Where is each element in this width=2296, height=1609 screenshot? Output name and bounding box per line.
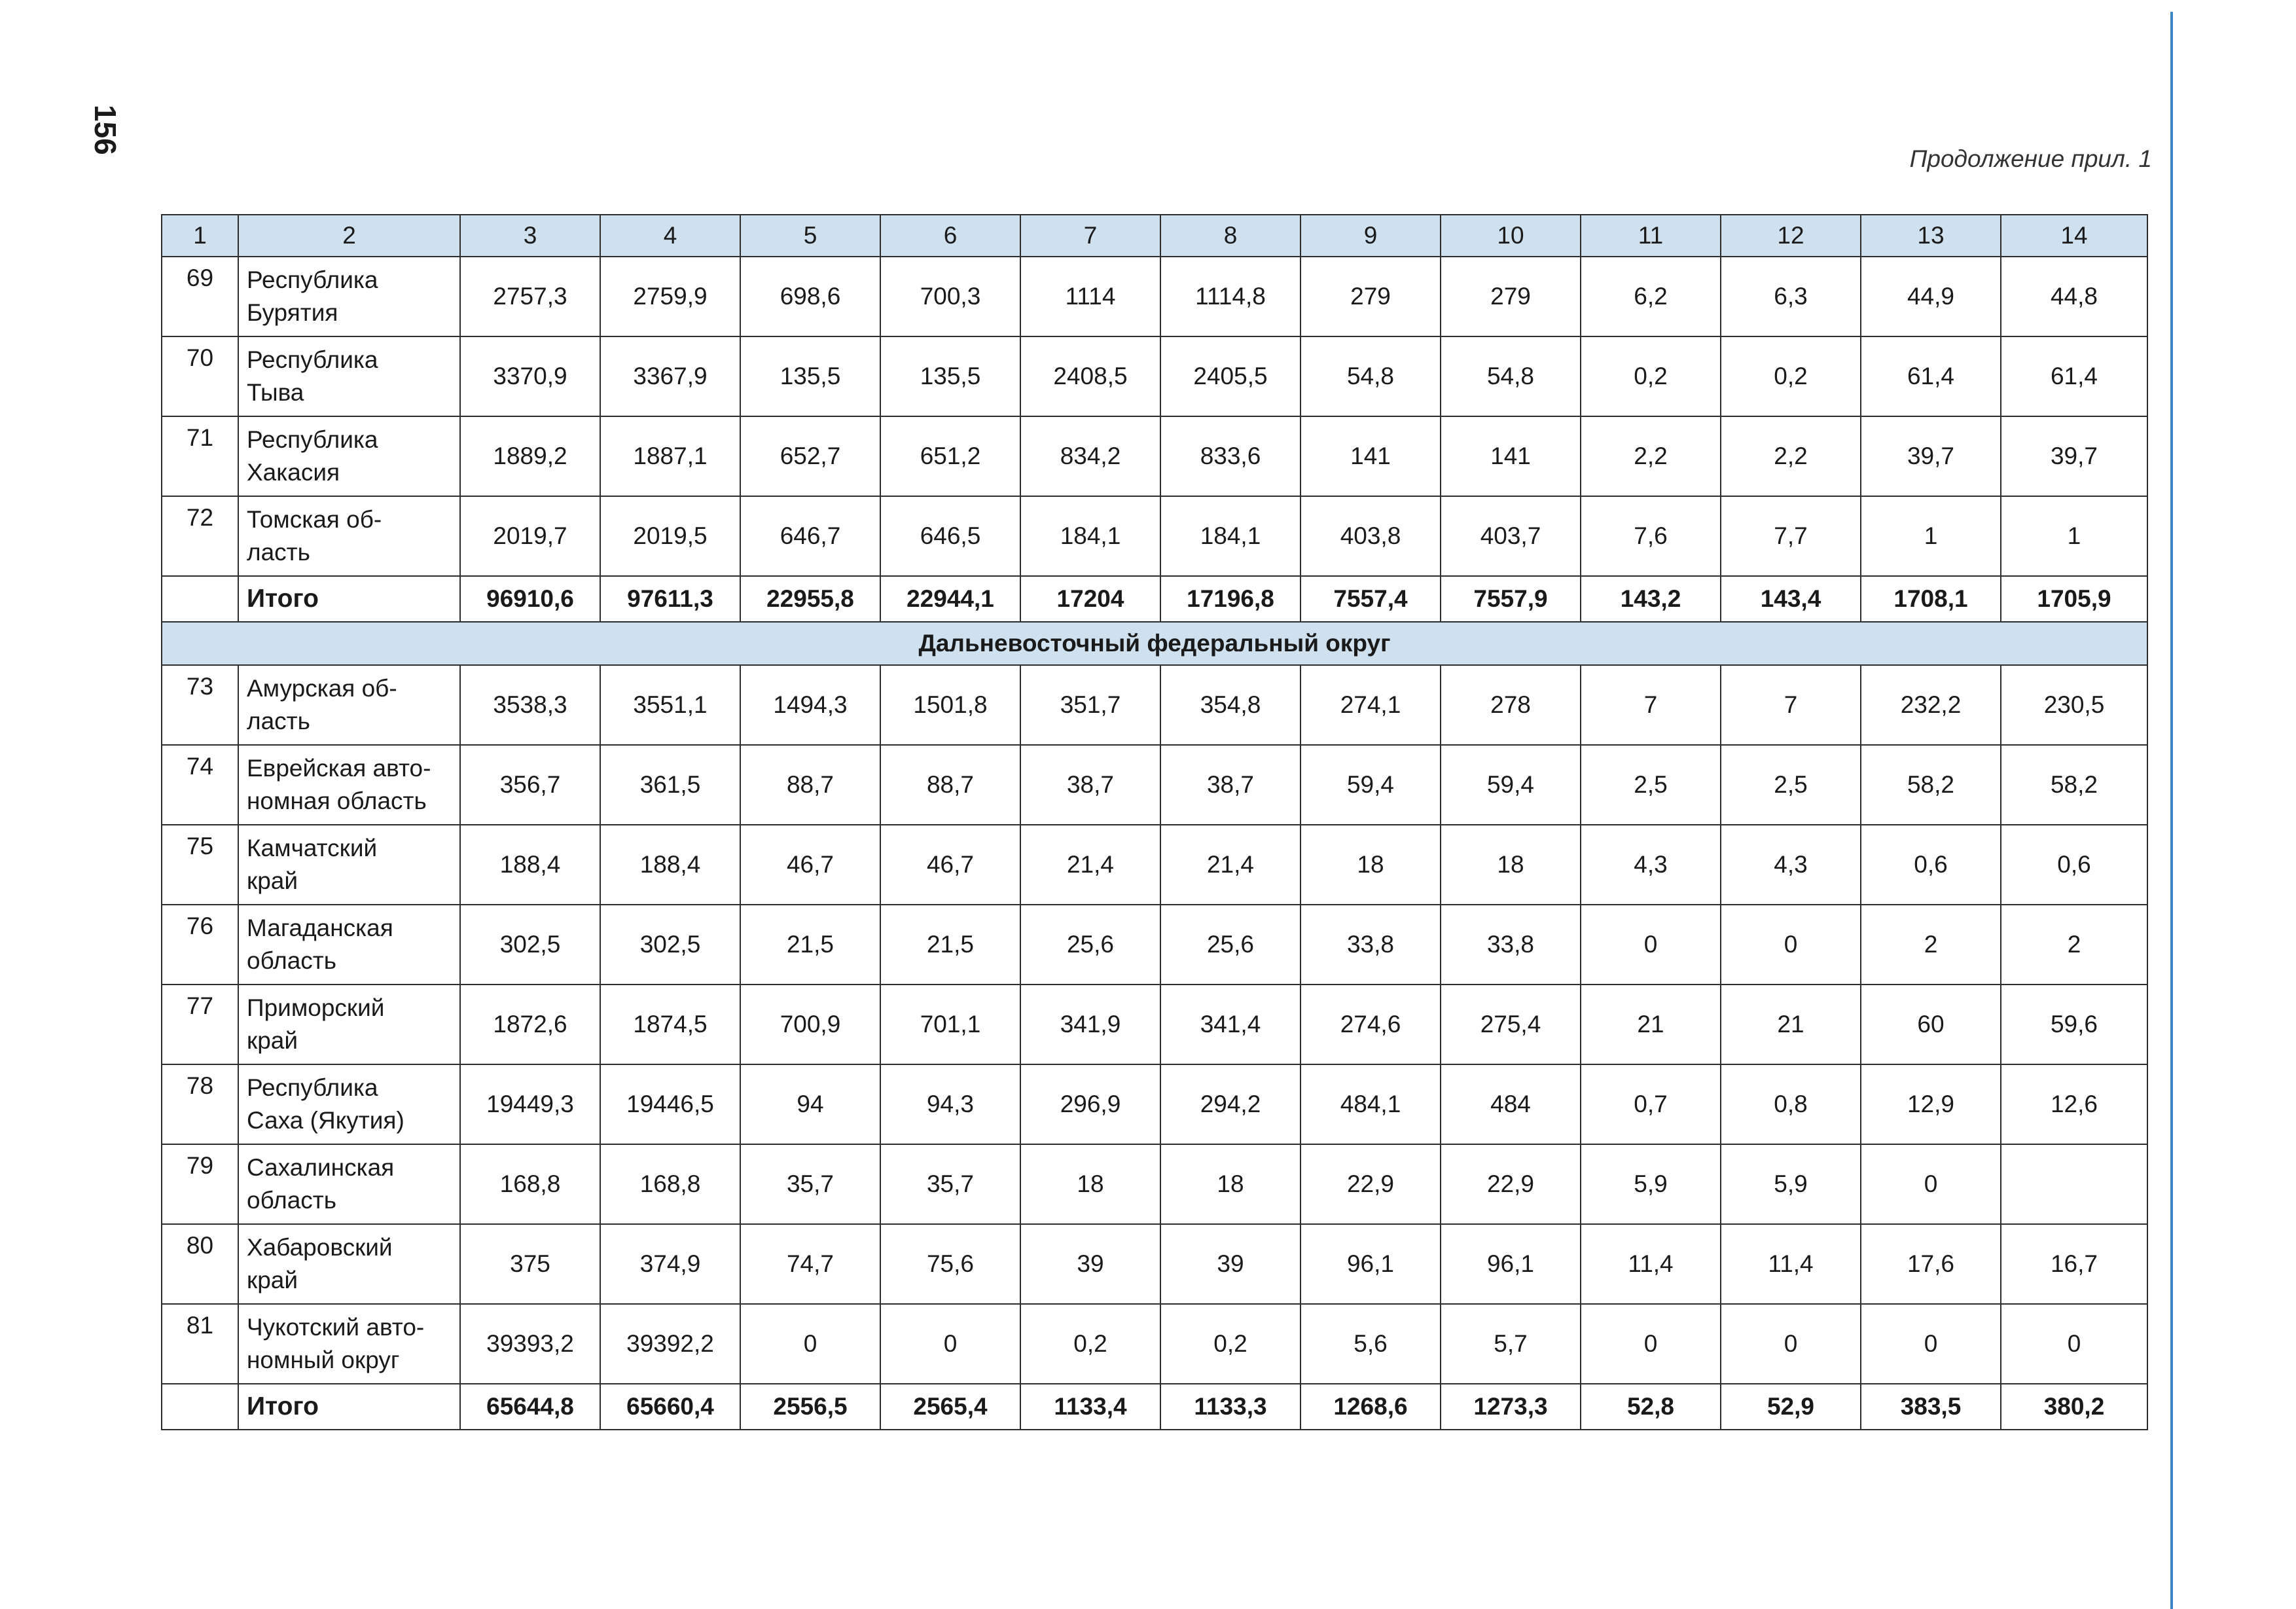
value-cell: 7,7	[1721, 496, 1861, 576]
value-cell: 0	[1861, 1304, 2001, 1384]
value-cell: 19446,5	[600, 1064, 740, 1144]
value-cell: 0	[740, 1304, 880, 1384]
table-row	[162, 416, 2147, 496]
value-cell: 96,1	[1441, 1224, 1581, 1304]
value-cell: 184,1	[1160, 496, 1300, 576]
value-cell: 18	[1441, 825, 1581, 905]
row-index: 77	[162, 985, 238, 1064]
value-cell: 0,2	[1721, 336, 1861, 416]
total-value-cell: 143,2	[1581, 576, 1721, 622]
row-index: 73	[162, 665, 238, 745]
section-row	[162, 622, 2147, 665]
value-cell: 230,5	[2001, 665, 2147, 745]
value-cell: 278	[1441, 665, 1581, 745]
table-row	[162, 336, 2147, 416]
value-cell: 0,6	[1861, 825, 2001, 905]
region-name-line-1: Чукотский авто-	[247, 1314, 425, 1341]
value-cell: 44,9	[1861, 257, 2001, 336]
value-cell: 39	[1020, 1224, 1160, 1304]
column-header-2: 2	[238, 215, 460, 257]
value-cell: 141	[1441, 416, 1581, 496]
total-label: Итого	[238, 1384, 460, 1430]
region-name-line-1: Еврейская авто-	[247, 755, 431, 782]
column-header-1: 1	[162, 215, 238, 257]
value-cell: 39392,2	[600, 1304, 740, 1384]
value-cell: 33,8	[1300, 905, 1441, 985]
value-cell: 2019,7	[460, 496, 600, 576]
value-cell: 184,1	[1020, 496, 1160, 576]
region-name-line-2: Тыва	[247, 379, 304, 406]
value-cell: 1887,1	[600, 416, 740, 496]
value-cell: 46,7	[740, 825, 880, 905]
value-cell: 356,7	[460, 745, 600, 825]
value-cell: 61,4	[2001, 336, 2147, 416]
value-cell: 279	[1300, 257, 1441, 336]
region-name	[238, 1224, 460, 1304]
row-index: 76	[162, 905, 238, 985]
total-value-cell: 2556,5	[740, 1384, 880, 1430]
value-cell: 652,7	[740, 416, 880, 496]
total-row	[162, 576, 2147, 622]
value-cell: 1874,5	[600, 985, 740, 1064]
table-row	[162, 1144, 2147, 1224]
value-cell: 59,4	[1300, 745, 1441, 825]
value-cell: 188,4	[460, 825, 600, 905]
column-header-4: 4	[600, 215, 740, 257]
column-header-6: 6	[880, 215, 1020, 257]
value-cell: 21,5	[740, 905, 880, 985]
value-cell: 7,6	[1581, 496, 1721, 576]
value-cell: 21	[1721, 985, 1861, 1064]
region-name-line-2: край	[247, 867, 298, 894]
total-value-cell: 1133,3	[1160, 1384, 1300, 1430]
table-body	[162, 257, 2147, 1430]
region-name	[238, 1064, 460, 1144]
value-cell: 5,6	[1300, 1304, 1441, 1384]
column-header-8: 8	[1160, 215, 1300, 257]
table-row	[162, 665, 2147, 745]
row-index: 80	[162, 1224, 238, 1304]
value-cell: 96,1	[1300, 1224, 1441, 1304]
value-cell: 2019,5	[600, 496, 740, 576]
table-row	[162, 745, 2147, 825]
value-cell: 25,6	[1020, 905, 1160, 985]
total-value-cell: 97611,3	[600, 576, 740, 622]
total-value-cell: 380,2	[2001, 1384, 2147, 1430]
value-cell: 2,2	[1581, 416, 1721, 496]
total-value-cell: 2565,4	[880, 1384, 1020, 1430]
value-cell: 4,3	[1721, 825, 1861, 905]
value-cell: 39393,2	[460, 1304, 600, 1384]
value-cell: 21	[1581, 985, 1721, 1064]
value-cell: 188,4	[600, 825, 740, 905]
value-cell: 168,8	[600, 1144, 740, 1224]
region-name-line-1: Сахалинская	[247, 1154, 395, 1181]
value-cell: 2,2	[1721, 416, 1861, 496]
region-name	[238, 496, 460, 576]
value-cell: 94	[740, 1064, 880, 1144]
value-cell: 38,7	[1160, 745, 1300, 825]
value-cell: 341,9	[1020, 985, 1160, 1064]
total-value-cell: 17196,8	[1160, 576, 1300, 622]
value-cell: 646,7	[740, 496, 880, 576]
value-cell: 1	[2001, 496, 2147, 576]
value-cell: 4,3	[1581, 825, 1721, 905]
region-name-line-2: Саха (Якутия)	[247, 1107, 404, 1134]
row-index: 71	[162, 416, 238, 496]
row-index: 78	[162, 1064, 238, 1144]
value-cell	[2001, 1144, 2147, 1224]
region-name	[238, 336, 460, 416]
value-cell: 651,2	[880, 416, 1020, 496]
value-cell: 0	[880, 1304, 1020, 1384]
value-cell: 374,9	[600, 1224, 740, 1304]
value-cell: 232,2	[1861, 665, 2001, 745]
value-cell: 2757,3	[460, 257, 600, 336]
region-name-line-1: Республика	[247, 346, 378, 373]
value-cell: 18	[1020, 1144, 1160, 1224]
value-cell: 16,7	[2001, 1224, 2147, 1304]
region-name	[238, 665, 460, 745]
region-name-line-1: Республика	[247, 266, 378, 293]
value-cell: 25,6	[1160, 905, 1300, 985]
value-cell: 0	[1721, 905, 1861, 985]
table-row	[162, 825, 2147, 905]
value-cell: 403,8	[1300, 496, 1441, 576]
value-cell: 12,9	[1861, 1064, 2001, 1144]
value-cell: 38,7	[1020, 745, 1160, 825]
total-value-cell: 143,4	[1721, 576, 1861, 622]
row-index	[162, 576, 238, 622]
total-value-cell: 1268,6	[1300, 1384, 1441, 1430]
region-name-line-2: край	[247, 1027, 298, 1054]
row-index: 69	[162, 257, 238, 336]
value-cell: 11,4	[1721, 1224, 1861, 1304]
total-value-cell: 383,5	[1861, 1384, 2001, 1430]
row-index	[162, 1384, 238, 1430]
total-value-cell: 52,8	[1581, 1384, 1721, 1430]
region-name	[238, 985, 460, 1064]
table-row	[162, 1064, 2147, 1144]
value-cell: 0,7	[1581, 1064, 1721, 1144]
value-cell: 700,3	[880, 257, 1020, 336]
region-name-line-2: Бурятия	[247, 299, 338, 326]
region-name-line-1: Амурская об-	[247, 675, 397, 702]
region-name-line-1: Камчатский	[247, 835, 378, 861]
value-cell: 0	[1721, 1304, 1861, 1384]
value-cell: 58,2	[1861, 745, 2001, 825]
value-cell: 74,7	[740, 1224, 880, 1304]
region-name-line-2: ласть	[247, 708, 310, 734]
value-cell: 834,2	[1020, 416, 1160, 496]
value-cell: 698,6	[740, 257, 880, 336]
total-value-cell: 96910,6	[460, 576, 600, 622]
region-name-line-2: область	[247, 1187, 336, 1214]
column-header-14: 14	[2001, 215, 2147, 257]
value-cell: 54,8	[1300, 336, 1441, 416]
value-cell: 1501,8	[880, 665, 1020, 745]
value-cell: 6,3	[1721, 257, 1861, 336]
value-cell: 58,2	[2001, 745, 2147, 825]
table-row	[162, 257, 2147, 336]
value-cell: 35,7	[740, 1144, 880, 1224]
total-label: Итого	[238, 576, 460, 622]
page-number: 156	[88, 105, 122, 155]
value-cell: 59,6	[2001, 985, 2147, 1064]
region-name-line-1: Приморский	[247, 994, 385, 1021]
region-name	[238, 745, 460, 825]
side-rule	[2170, 12, 2173, 1609]
value-cell: 279	[1441, 257, 1581, 336]
value-cell: 2759,9	[600, 257, 740, 336]
value-cell: 17,6	[1861, 1224, 2001, 1304]
region-name-line-1: Республика	[247, 1074, 378, 1101]
value-cell: 3370,9	[460, 336, 600, 416]
value-cell: 0,2	[1020, 1304, 1160, 1384]
column-header-5: 5	[740, 215, 880, 257]
value-cell: 3551,1	[600, 665, 740, 745]
value-cell: 2,5	[1581, 745, 1721, 825]
value-cell: 302,5	[460, 905, 600, 985]
value-cell: 0	[1861, 1144, 2001, 1224]
value-cell: 294,2	[1160, 1064, 1300, 1144]
value-cell: 2408,5	[1020, 336, 1160, 416]
value-cell: 75,6	[880, 1224, 1020, 1304]
value-cell: 59,4	[1441, 745, 1581, 825]
column-header-9: 9	[1300, 215, 1441, 257]
table-row	[162, 1224, 2147, 1304]
column-header-3: 3	[460, 215, 600, 257]
row-index: 81	[162, 1304, 238, 1384]
value-cell: 88,7	[880, 745, 1020, 825]
value-cell: 275,4	[1441, 985, 1581, 1064]
value-cell: 701,1	[880, 985, 1020, 1064]
total-value-cell: 1708,1	[1861, 576, 2001, 622]
value-cell: 39	[1160, 1224, 1300, 1304]
data-table	[161, 214, 2148, 1430]
value-cell: 7	[1721, 665, 1861, 745]
total-value-cell: 22955,8	[740, 576, 880, 622]
value-cell: 94,3	[880, 1064, 1020, 1144]
table-row	[162, 1304, 2147, 1384]
value-cell: 33,8	[1441, 905, 1581, 985]
value-cell: 19449,3	[460, 1064, 600, 1144]
value-cell: 21,5	[880, 905, 1020, 985]
total-value-cell: 7557,9	[1441, 576, 1581, 622]
region-name	[238, 905, 460, 985]
table-row	[162, 985, 2147, 1064]
total-value-cell: 1133,4	[1020, 1384, 1160, 1430]
region-name-line-1: Томская об-	[247, 506, 382, 533]
value-cell: 274,1	[1300, 665, 1441, 745]
total-value-cell: 65660,4	[600, 1384, 740, 1430]
continuation-label: Продолжение прил. 1	[1909, 145, 2152, 172]
section-title: Дальневосточный федеральный округ	[162, 622, 2147, 665]
value-cell: 18	[1300, 825, 1441, 905]
value-cell: 5,7	[1441, 1304, 1581, 1384]
value-cell: 11,4	[1581, 1224, 1721, 1304]
value-cell: 135,5	[880, 336, 1020, 416]
column-header-13: 13	[1861, 215, 2001, 257]
value-cell: 2405,5	[1160, 336, 1300, 416]
value-cell: 274,6	[1300, 985, 1441, 1064]
value-cell: 1	[1861, 496, 2001, 576]
value-cell: 302,5	[600, 905, 740, 985]
value-cell: 0	[2001, 1304, 2147, 1384]
value-cell: 18	[1160, 1144, 1300, 1224]
value-cell: 22,9	[1441, 1144, 1581, 1224]
value-cell: 833,6	[1160, 416, 1300, 496]
row-index: 70	[162, 336, 238, 416]
value-cell: 21,4	[1020, 825, 1160, 905]
value-cell: 646,5	[880, 496, 1020, 576]
value-cell: 54,8	[1441, 336, 1581, 416]
region-name-line-1: Хабаровский	[247, 1234, 393, 1261]
value-cell: 39,7	[1861, 416, 2001, 496]
region-name-line-2: номная область	[247, 787, 427, 814]
value-cell: 61,4	[1861, 336, 2001, 416]
value-cell: 60	[1861, 985, 2001, 1064]
value-cell: 296,9	[1020, 1064, 1160, 1144]
total-row	[162, 1384, 2147, 1430]
column-header-10: 10	[1441, 215, 1581, 257]
region-name-line-2: область	[247, 947, 336, 974]
column-header-7: 7	[1020, 215, 1160, 257]
value-cell: 6,2	[1581, 257, 1721, 336]
region-name	[238, 257, 460, 336]
value-cell: 1872,6	[460, 985, 600, 1064]
total-value-cell: 1273,3	[1441, 1384, 1581, 1430]
region-name-line-2: край	[247, 1267, 298, 1293]
total-value-cell: 1705,9	[2001, 576, 2147, 622]
value-cell: 135,5	[740, 336, 880, 416]
value-cell: 46,7	[880, 825, 1020, 905]
total-value-cell: 7557,4	[1300, 576, 1441, 622]
value-cell: 5,9	[1721, 1144, 1861, 1224]
value-cell: 341,4	[1160, 985, 1300, 1064]
value-cell: 0,8	[1721, 1064, 1861, 1144]
value-cell: 484	[1441, 1064, 1581, 1144]
value-cell: 361,5	[600, 745, 740, 825]
table-row	[162, 496, 2147, 576]
region-name-line-2: ласть	[247, 539, 310, 566]
total-value-cell: 22944,1	[880, 576, 1020, 622]
value-cell: 1889,2	[460, 416, 600, 496]
value-cell: 7	[1581, 665, 1721, 745]
region-name	[238, 825, 460, 905]
region-name-line-1: Магаданская	[247, 914, 393, 941]
value-cell: 2	[1861, 905, 2001, 985]
region-name	[238, 416, 460, 496]
value-cell: 35,7	[880, 1144, 1020, 1224]
value-cell: 12,6	[2001, 1064, 2147, 1144]
region-name	[238, 1144, 460, 1224]
value-cell: 351,7	[1020, 665, 1160, 745]
column-header-12: 12	[1721, 215, 1861, 257]
value-cell: 0,2	[1160, 1304, 1300, 1384]
value-cell: 1114	[1020, 257, 1160, 336]
value-cell: 3538,3	[460, 665, 600, 745]
value-cell: 700,9	[740, 985, 880, 1064]
row-index: 72	[162, 496, 238, 576]
value-cell: 1114,8	[1160, 257, 1300, 336]
value-cell: 22,9	[1300, 1144, 1441, 1224]
value-cell: 39,7	[2001, 416, 2147, 496]
value-cell: 2	[2001, 905, 2147, 985]
value-cell: 2,5	[1721, 745, 1861, 825]
region-name-line-2: Хакасия	[247, 459, 340, 486]
value-cell: 1494,3	[740, 665, 880, 745]
value-cell: 0	[1581, 905, 1721, 985]
total-value-cell: 52,9	[1721, 1384, 1861, 1430]
row-index: 75	[162, 825, 238, 905]
value-cell: 88,7	[740, 745, 880, 825]
region-name	[238, 1304, 460, 1384]
row-index: 79	[162, 1144, 238, 1224]
value-cell: 403,7	[1441, 496, 1581, 576]
row-index: 74	[162, 745, 238, 825]
value-cell: 0,6	[2001, 825, 2147, 905]
value-cell: 168,8	[460, 1144, 600, 1224]
total-value-cell: 65644,8	[460, 1384, 600, 1430]
value-cell: 21,4	[1160, 825, 1300, 905]
region-name-line-2: номный округ	[247, 1347, 400, 1373]
column-header-11: 11	[1581, 215, 1721, 257]
region-name-line-1: Республика	[247, 426, 378, 453]
value-cell: 5,9	[1581, 1144, 1721, 1224]
value-cell: 141	[1300, 416, 1441, 496]
value-cell: 354,8	[1160, 665, 1300, 745]
value-cell: 0	[1581, 1304, 1721, 1384]
value-cell: 484,1	[1300, 1064, 1441, 1144]
value-cell: 3367,9	[600, 336, 740, 416]
value-cell: 0,2	[1581, 336, 1721, 416]
value-cell: 44,8	[2001, 257, 2147, 336]
value-cell: 375	[460, 1224, 600, 1304]
total-value-cell: 17204	[1020, 576, 1160, 622]
table-header-row	[162, 215, 2147, 257]
table-row	[162, 905, 2147, 985]
